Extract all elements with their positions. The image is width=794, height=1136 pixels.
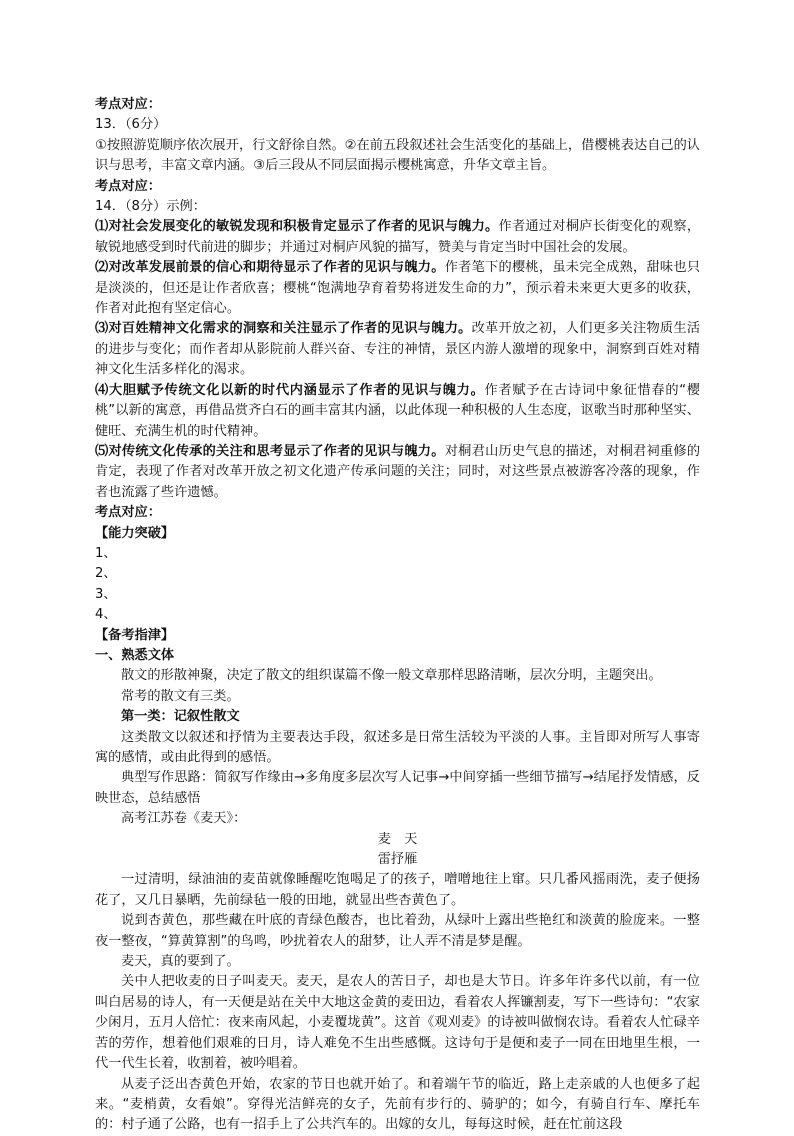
answer-point-body: 作者通过对桐庐长街变化的观察，敏锐地感受到时代前进的脚步；并通过对桐庐风貌的描写，赞美与肯定当时中国社会的发展。 [95, 219, 701, 255]
list-item: 1、 [95, 545, 117, 561]
answer-point-heading: ⑸对传统文化传承的关注和思考显示了作者的见识与魄力。 [95, 443, 445, 459]
section-heading: 考点对应： [95, 97, 161, 112]
section-heading: 【备考指津】 [95, 627, 175, 643]
answer-point [95, 217, 700, 258]
answer-point-body: 作者笔下的樱桃，虽未完全成熟，甜味也只是淡淡的，但还是让作者欣喜；樱桃“饱满地孕育着势将迸发生命的力”，预示着未来更大更多的收获，作者对此抱有坚定信心。 [95, 260, 701, 317]
paragraph: 高考江苏卷《麦天》： [121, 811, 247, 827]
essay-paragraph: 关中人把收麦的日子叫麦天。麦天，是农人的苦日子，却也是大节日。许多年许多代以前，有一位叫白居易的诗人，有一天便是站在关中大地这金黄的麦田边，看着农人挥镰割麦，写下一些诗句：“农家少闲月，五月人倍忙：夜来南风起，小麦覆垅黄”。这首《观刈麦》的诗被叫做悯农诗。看着农人忙碌辛苦的劳作，想着他们艰难的日月，诗人难免不生出些感慨。这诗句于是便和麦子一同在田地里生根，一代一代生长着，收割着，被吟唱着。 [95, 974, 700, 1072]
essay-title: 麦 天 [377, 831, 418, 847]
essay-paragraph: 一过清明，绿油油的麦苗就像睡醒吃饱喝足了的孩子，噌噌地往上窜。只几番风摇雨洗，麦子便扬花了，又几日暴晒，先前绿毡一般的田地，就显出些杏黄色了。 [95, 872, 700, 908]
answer-point [95, 442, 700, 503]
question-number: 13．（6分） [95, 117, 167, 133]
question-number: 14．（8分）示例： [95, 199, 206, 215]
subsection-heading: 第一类：记叙性散文 [121, 709, 240, 725]
paragraph: 这类散文以叙述和抒情为主要表达手段，叙述多是日常生活较为平淡的人事。主旨即对所写人事寄寓的感情，或由此得到的感悟。 [95, 729, 700, 765]
answer-point [95, 258, 700, 319]
document-page [95, 95, 700, 1136]
answer-point-body: 作者赋予在古诗词中象征惜春的“樱桃”以新的寓意，再借品赏齐白石的画丰富其内涵，以此体现一种积极的人生态度，讴歌当时那种坚实、健旺、充满生机的时代精神。 [95, 382, 700, 439]
answer-point-heading: ⑴对社会发展变化的敏锐发现和积极肯定显示了作者的见识与魄力。 [95, 219, 499, 235]
paragraph: 典型写作思路：简叙写作缘由→多角度多层次写人记事→中间穿插一些细节描写→结尾抒发情感，反映世态，总结感悟 [95, 770, 700, 806]
answer-point-body: 对桐君山历史气息的描述，对桐君祠重修的肯定，表现了作者对改革开放之初文化遗产传承问题的关注；同时，对这些景点被游客冷落的现象，作者也流露了些许遗憾。 [95, 443, 701, 500]
answer-point [95, 319, 700, 380]
paragraph: 常考的散文有三类。 [121, 688, 240, 704]
answer-point-heading: ⑶对百姓精神文化需求的洞察和关注显示了作者的见识与魄力。 [95, 321, 472, 337]
paragraph: 散文的形散神聚，决定了散文的组织谋篇不像一般文章那样思路清晰，层次分明，主题突出。 [121, 668, 662, 684]
subsection-heading: 一、熟悉文体 [95, 647, 175, 663]
section-heading: 考点对应： [95, 178, 161, 194]
list-item: 2、 [95, 566, 117, 582]
answer-point [95, 381, 700, 442]
list-item: 4、 [95, 607, 117, 623]
answer-paragraph: ①按照游览顺序依次展开，行文舒徐自然。②在前五段叙述社会生活变化的基础上，借樱桃表达自己的认识与思考，丰富文章内涵。③后三段从不同层面揭示樱桃寓意，升华文章主旨。 [95, 137, 700, 174]
section-heading: 【能力突破】 [95, 525, 175, 541]
answer-point-heading: ⑷大胆赋予传统文化以新的时代内涵显示了作者的见识与魄力。 [95, 382, 485, 398]
essay-author: 雷抒雁 [377, 852, 418, 868]
answer-point-body: 改革开放之初，人们更多关注物质生活的进步与变化；而作者却从影院前人群兴奋、专注的神情，景区内游人激增的现象中，洞察到百姓对精神文化生活多样化的渴求。 [95, 321, 701, 378]
list-item: 3、 [95, 586, 117, 602]
section-heading: 考点对应： [95, 505, 161, 521]
essay-paragraph: 麦天，真的要到了。 [121, 954, 240, 970]
essay-paragraph: 从麦子泛出杏黄色开始，农家的节日也就开始了。和着端午节的临近，路上走亲戚的人也便多了起来。“麦梢黄，女看娘”。穿得光洁鲜亮的女子，先前有步行的、骑驴的；如今，有骑自行车、摩托车的：村子通了公路，也有一招手上了公共汽车的。出嫁的女儿，每每这时候，赶在忙前这段 [95, 1076, 700, 1133]
essay-paragraph: 说到杏黄色，那些藏在叶底的青绿色酸杏，也比着劲，从绿叶上露出些艳红和淡黄的脸庞来。一整夜一整夜，“算黄算割”的鸟鸣，吵扰着农人的甜梦，让人弄不清是梦是醒。 [95, 913, 700, 949]
answer-point-heading: ⑵对改革发展前景的信心和期待显示了作者的见识与魄力。 [95, 260, 445, 276]
